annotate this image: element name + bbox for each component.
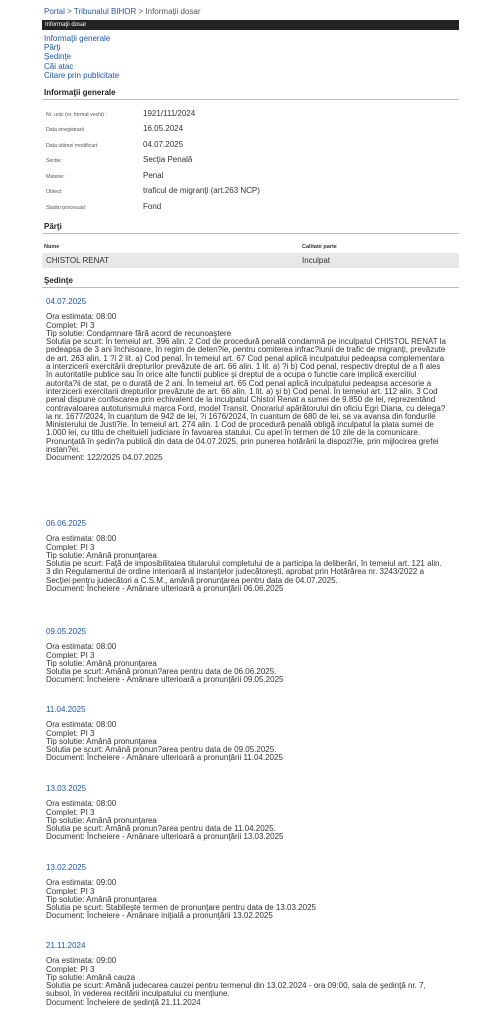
menu-link-citare[interactable]: Citare prin publicitate [44,70,120,80]
session-date: 06.06.2025 [46,519,87,528]
breadcrumb-current: Informaţii dosar [145,7,201,16]
session-date: 21.11.2024 [46,941,86,950]
session-details: Ora estimata: 09:00 Complet: PI 3 Tip solutie: Amână cauza Solutia pe scurt: Amână judecarea cauzei pentru termenul din 13.02.2024 - ora 09:00, sala de şedinţă nr. 7, subsol, în vederea recitării inculpatului cu menţiune. Document: Încheiere de şedinţă 21.11.2024 [46,956,426,1007]
info-value: 1921/111/2024 [143,109,196,118]
info-value: Secţia Penală [143,155,193,164]
breadcrumb [44,7,201,16]
info-label: Stadiu procesual: [46,205,87,211]
info-label: Nr. unic (nr. format vechi) : [46,112,107,118]
session-item [46,298,446,463]
info-value: traficul de migranţi (art.263 NCP) [143,186,260,195]
session-item [46,706,446,763]
session-date: 04.07.2025 [46,297,87,306]
info-value: Fond [143,202,162,211]
session-item [46,520,446,593]
divider [42,287,459,288]
breadcrumb-portal-link[interactable]: Portal [44,7,65,16]
menu-link-sedinte[interactable]: Şedinţe [44,52,72,62]
divider [42,233,459,234]
sedinte-heading: Şedinţe [44,276,73,285]
parti-heading: Părţi [44,222,62,231]
session-item [46,864,446,921]
info-label: Materie: [46,174,65,180]
session-details: Ora estimata: 08:00 Complet: PI 3 Tip solutie: Amână pronunţarea Solutia pe scurt: Amână pronun?area pentru data de 11.04.2025. Document: Încheiere - Amânare ulterioară a pronunţării 13.03.2025 [46,799,284,842]
session-details: Ora estimata: 08:00 Complet: PI 3 Tip solutie: Condamnare fără acord de recunoaştere Solutia pe scurt: În temeiul art. 396 alin. 2 Cod de procedură penală condamnă pe inculpatul CHISTOL RENAT la pedeapsa de 3 ani închisoare, în regim de deten?ie, pentru comiterea infrac?iunii de trafic de migranţi, prevăzute de art. 263 alin. 1 ?i 2 lit. a) Cod penal. În temeiul art. 67 Cod penal aplică inculpatului pedeapsa complementara a interzicerii exercitării drepturilor prevăzute de art. 66 alin. 1 lit. a) ?i b) Cod penal, respectiv dreptul de a fi ales în autoritatile publice sau în orice alte functii publice şi dreptul de a ocupa o functie care implică exercitiul autorita?ii de stat, pe o durată de 2 ani. În temeiul art. 65 Cod penal aplică inculpatului pedeapsa accesorie a interzicerii exercitarii drepturilor prevăzute de art. 66 alin. 1 lit. a) şi b) Cod penal. În temeiul art. 112 alin. 3 Cod penal dispune confiscarea prin echivalent de la inculpatul Chistol Renat a sumei de 9.850 de lei, reprezentând contravaloarea autoturismului marca Ford, model Transit. Onorariul apărătorului din oficiu Egri Diana, cu delega?ia nr. 1677/2024, în cuantum de 942 de lei, ?i 1676/2024, în cuantum de 680 de lei, se va avansa din fondurile Ministerului de Justi?ie. În temeiul art. 274 alin. 1 Cod de procedură penală obligă inculpatul la plata sumei de 1.000 lei, cu titlu de cheltuieli judiciare în favoarea statului. Cu apel în termen de 10 zile de la comunicare. Pronunţată în şedin?a publică din data de 04.07.2025, prin punerea hotărârii la dispozi?ie, prin mijlocirea grefei instan?ei. Document: 122/2025 04.07.2025 [46,312,446,463]
session-item [46,942,446,1007]
parti-col-name: Nume [44,244,60,250]
session-date: 11.04.2025 [46,705,86,714]
section-menu [44,34,119,80]
menu-link-cai-atac[interactable]: Căi atac [44,61,74,71]
session-details: Ora estimata: 08:00 Complet: PI 3 Tip solutie: Amână pronunţarea Solutia pe scurt: Faţă de imposibilitatea titularului completului de a participa la deliberări, în temeiul art. 121 alin. 3 din Regulamentul de ordine interioară al instanţelor judecătoreşti, aprobat prin Hotărârea nr. 3243/2022 a Secţiei pentru judecători a C.S.M., amână pronunţarea pentru data de 04.07.2025. Document: Încheiere - Amânare ulterioară a pronunţării 06.06.2025 [46,534,442,594]
menu-link-parti[interactable]: Părţi [44,43,61,53]
menu-link-informatii-generale[interactable]: Informaţii generale [44,34,111,43]
session-item [46,628,446,685]
divider [42,99,459,100]
session-details: Ora estimata: 08:00 Complet: PI 3 Tip solutie: Amână pronunţarea Solutia pe scurt: Amână pronun?area pentru data de 09.05.2025. Document: Încheiere - Amânare ulterioară a pronunţării 11.04.2025 [46,720,283,763]
party-name: CHISTOL RENAT [46,256,109,265]
party-role: Inculpat [302,256,331,265]
parti-col-role: Calitate parte [302,244,337,250]
breadcrumb-separator: > [64,7,74,16]
section-header-bar: Informaţii dosar [42,20,459,30]
breadcrumb-court-link[interactable]: Tribunalul BIHOR [73,7,137,16]
session-date: 13.02.2025 [46,863,87,872]
info-label: Data inregistrarii [46,127,84,133]
session-item [46,785,446,842]
general-info-heading: Informaţii generale [44,88,116,97]
session-date: 13.03.2025 [46,784,87,793]
breadcrumb-separator: > [136,7,146,16]
parti-row [42,253,459,268]
session-details: Ora estimata: 08:00 Complet: PI 3 Tip solutie: Amână pronunţarea Solutia pe scurt: Amână pronun?area pentru data de 06.06.2025. Document: Încheiere - Amânare ulterioară a pronunţării 09.05.2025 [46,642,284,685]
info-value: Penal [143,171,164,180]
info-label: Data ultimei modificari: [46,143,99,149]
info-label: Obiect: [46,189,63,195]
info-value: 04.07.2025 [143,140,184,149]
session-details: Ora estimata: 09:00 Complet: PI 3 Tip solutie: Amână pronunţarea Solutia pe scurt: Stabileşte termen de pronunţare pentru data de 13.03.2025 Document: Încheiere - Amânare iniţială a pronunţării 13.02.2025 [46,878,316,921]
session-date: 09.05.2025 [46,627,87,636]
info-label: Sectie: [46,158,62,164]
info-value: 16.05.2024 [143,124,184,133]
